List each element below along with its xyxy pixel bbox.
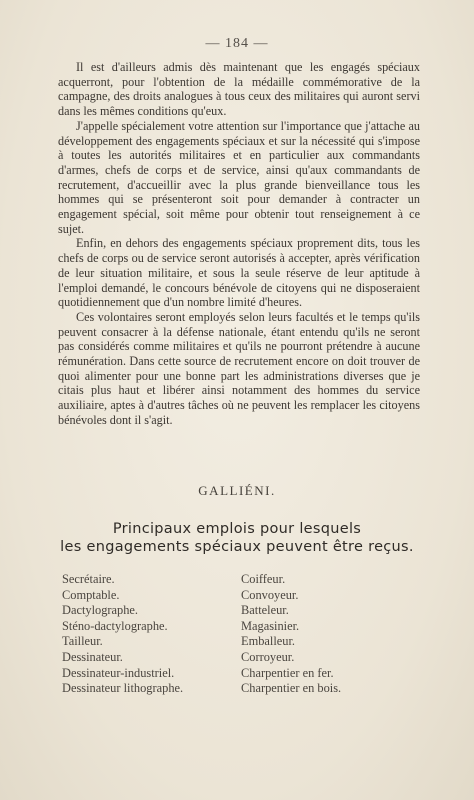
- section-title-line: Principaux emplois pour lesquels: [112, 521, 362, 537]
- list-item: Coiffeur.: [241, 572, 286, 586]
- list-item: Charpentier en bois.: [241, 681, 342, 696]
- list-item: Emballeur.: [241, 634, 296, 649]
- list-item: Dessinateur lithographe.: [62, 681, 184, 696]
- signature: GALLIÉNI.: [198, 483, 276, 498]
- list-item: Dessinateur.: [62, 649, 123, 664]
- body-text: [58, 60, 420, 428]
- list-item: Charpentier en fer.: [241, 665, 334, 680]
- paragraph: Enfin, en dehors des engagements spéciaux proprement dits, tous les chefs de corps ou de service seront autorisés à accepter, après vérification de leur situation militaire, et sous la seule réserve de leur aptitude à l'emploi demandé, le concours bénévole de citoyens qui ne disposeraient quotidiennement que d'un nombre limité d'heures.: [58, 236, 420, 310]
- list-item: Secrétaire.: [62, 572, 115, 586]
- section-title-line: les engagements spéciaux peuvent être reçus.: [60, 539, 414, 555]
- list-item: Corroyeur.: [241, 649, 295, 664]
- list-item: Dessinateur-industriel.: [62, 665, 175, 680]
- jobs-list-right: [241, 572, 416, 697]
- list-item: Magasinier.: [241, 618, 300, 633]
- paragraph: Ces volontaires seront employés selon leurs facultés et le temps qu'ils peuvent consacrer à la défense nationale, étant entendu qu'ils ne seront pas considérés comme militaires et qu'ils ne pourront prétendre à aucune rémunération. Dans cette source de recrutement encore on doit trouver de quoi alimenter pour une bonne part les administrations diverses que je citais plus haut et libérer ainsi notamment des hommes du service auxiliaire, aptes à d'autres tâches où ne peuvent les remplacer les citoyens bénévoles dont il s'agit.: [58, 309, 420, 427]
- list-item: Comptable.: [62, 587, 120, 602]
- page-number: — 184 —: [205, 36, 269, 51]
- list-item: Tailleur.: [62, 634, 103, 649]
- section-title: [0, 520, 474, 556]
- list-item: Batteleur.: [241, 603, 289, 618]
- list-item: Dactylographe.: [62, 603, 139, 618]
- paragraph: Il est d'ailleurs admis dès maintenant que les engagés spéciaux acquerront, pour l'obtention de la médaille commémorative de la campagne, des droits analogues à tous ceux des militaires qui auront servi dans les mêmes conditions qu'eux.: [58, 60, 420, 119]
- list-item: Convoyeur.: [241, 587, 299, 602]
- list-item: Sténo-dactylographe.: [62, 618, 168, 633]
- jobs-list-left: [62, 572, 237, 697]
- paragraph: J'appelle spécialement votre attention sur l'importance que j'attache au développement des engagements spéciaux et sur la nécessité qui s'impose à toutes les autorités militaires et en particulier aux commandants d'armes, chefs de corps et de service, ainsi qu'aux commandants de recrutement, d'accueillir avec la plus grande bienveillance tous les hommes qui se présenteront soit pour demander à contracter un engagement spécial, soit même pour obtenir tout renseignement à ce sujet.: [58, 118, 420, 236]
